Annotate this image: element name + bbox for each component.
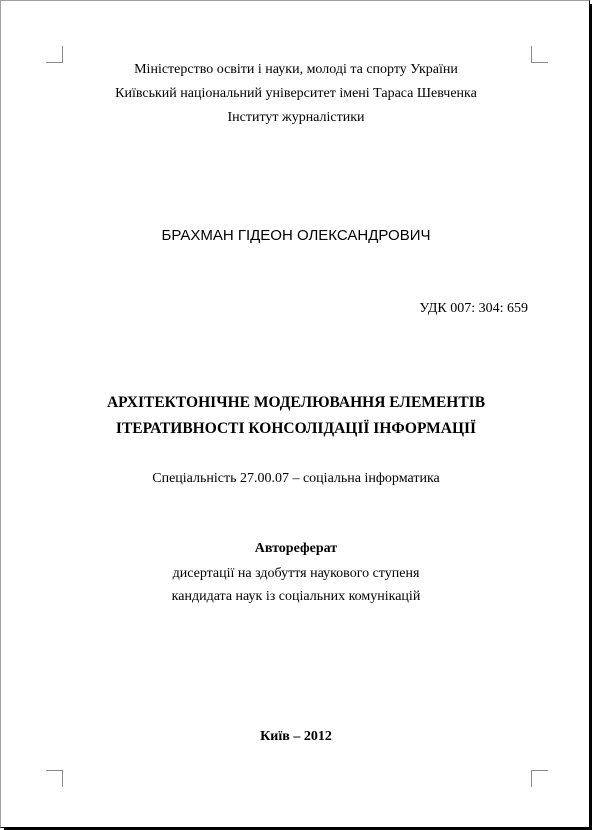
author-name: БРАХМАН ГІДЕОН ОЛЕКСАНДРОВИЧ xyxy=(161,227,431,244)
udk-code: УДК 007: 304: 659 xyxy=(419,301,528,316)
specialty-line: Спеціальність 27.00.07 – соціальна інформатика xyxy=(152,471,440,486)
city-year: Київ – 2012 xyxy=(260,729,332,744)
abstract-line-1: дисертації на здобуття наукового ступеня xyxy=(172,566,420,581)
title-line-1: АРХІТЕКТОНІЧНЕ МОДЕЛЮВАННЯ ЕЛЕМЕНТІВ xyxy=(106,394,486,411)
abstract-line-2: кандидата наук із соціальних комунікацій xyxy=(171,589,421,604)
crop-mark-bottom-left xyxy=(46,770,63,787)
crop-mark-bottom-right xyxy=(531,770,548,787)
institute-line: Інститут журналістики xyxy=(227,110,365,125)
university-line: Київський національний університет імені Тараса Шевченка xyxy=(115,86,477,101)
ministry-line: Міністерство освіти і науки, молоді та спорту України xyxy=(134,62,458,77)
abstract-heading: Автореферат xyxy=(254,541,338,556)
title-line-2: ІТЕРАТИВНОСТІ КОНСОЛІДАЦІЇ ІНФОРМАЦІЇ xyxy=(115,420,477,437)
